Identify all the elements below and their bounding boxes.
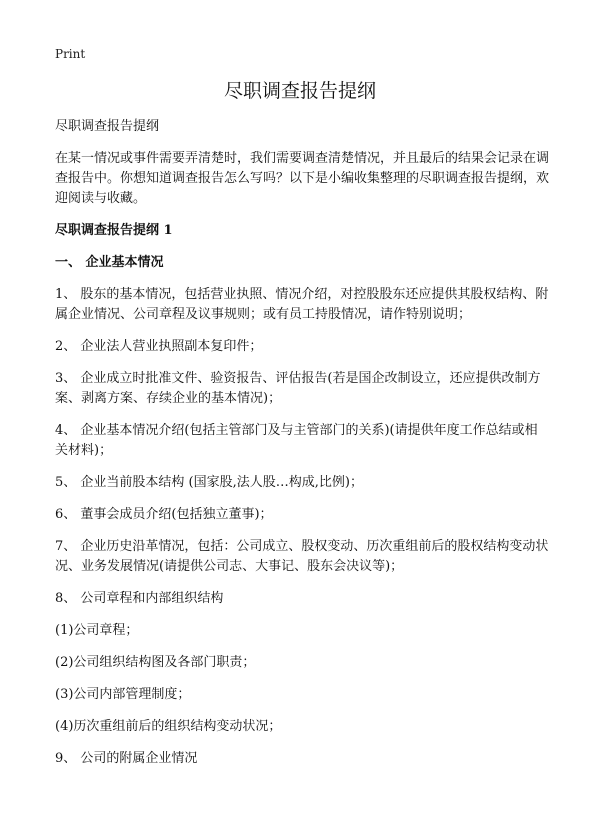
list-item: 2、 企业法人营业执照副本复印件； [55, 339, 263, 354]
list-item: 6、 董事会成员介绍(包括独立董事)； [55, 507, 273, 522]
sub-list-item: (4)历次重组前后的组织结构变动状况； [55, 719, 282, 734]
list-item: 5、 企业当前股本结构 (国家股,法人股…构成,比例)； [55, 475, 363, 490]
sub-list-item: (1)公司章程； [55, 623, 139, 638]
list-item: 3、 企业成立时批准文件、验资报告、评估报告(若是国企改制设立，还应提供改制方案、剥离方案、存续企业的基本情况)； [55, 371, 541, 406]
list-item: 7、 企业历史沿革情况，包括：公司成立、股权变动、历次重组前后的股权结构变动状况、业务发展情况(请提供公司志、大事记、股东会决议等)； [55, 539, 549, 574]
print-link[interactable]: Print [55, 47, 86, 61]
sub-list-item: (2)公司组织结构图及各部门职责； [55, 655, 256, 670]
section-heading: 尽职调查报告提纲 1 [55, 223, 173, 238]
list-item: 4、 企业基本情况介绍(包括主管部门及与主管部门的关系)(请提供年度工作总结或相关材料)； [55, 423, 538, 458]
intro-label: 尽职调查报告提纲 [55, 119, 160, 134]
page-title: 尽职调查报告提纲 [223, 80, 376, 102]
sub-list-item: (3)公司内部管理制度； [55, 687, 191, 702]
document-body [55, 117, 550, 781]
list-item: 8、 公司章程和内部组织结构 [55, 591, 224, 606]
list-item: 9、 公司的附属企业情况 [55, 751, 198, 766]
subsection-heading: 一、 企业基本情况 [55, 255, 164, 270]
list-item: 1、 股东的基本情况，包括营业执照、情况介绍，对控股股东还应提供其股权结构、附属企业情况、公司章程及议事规则；或有员工持股情况，请作特别说明； [55, 287, 549, 322]
intro-paragraph: 在某一情况或事件需要弄清楚时，我们需要调查清楚情况，并且最后的结果会记录在调查报告中。你想知道调查报告怎么写吗？以下是小编收集整理的尽职调查报告提纲，欢迎阅读与收藏。 [55, 151, 550, 206]
